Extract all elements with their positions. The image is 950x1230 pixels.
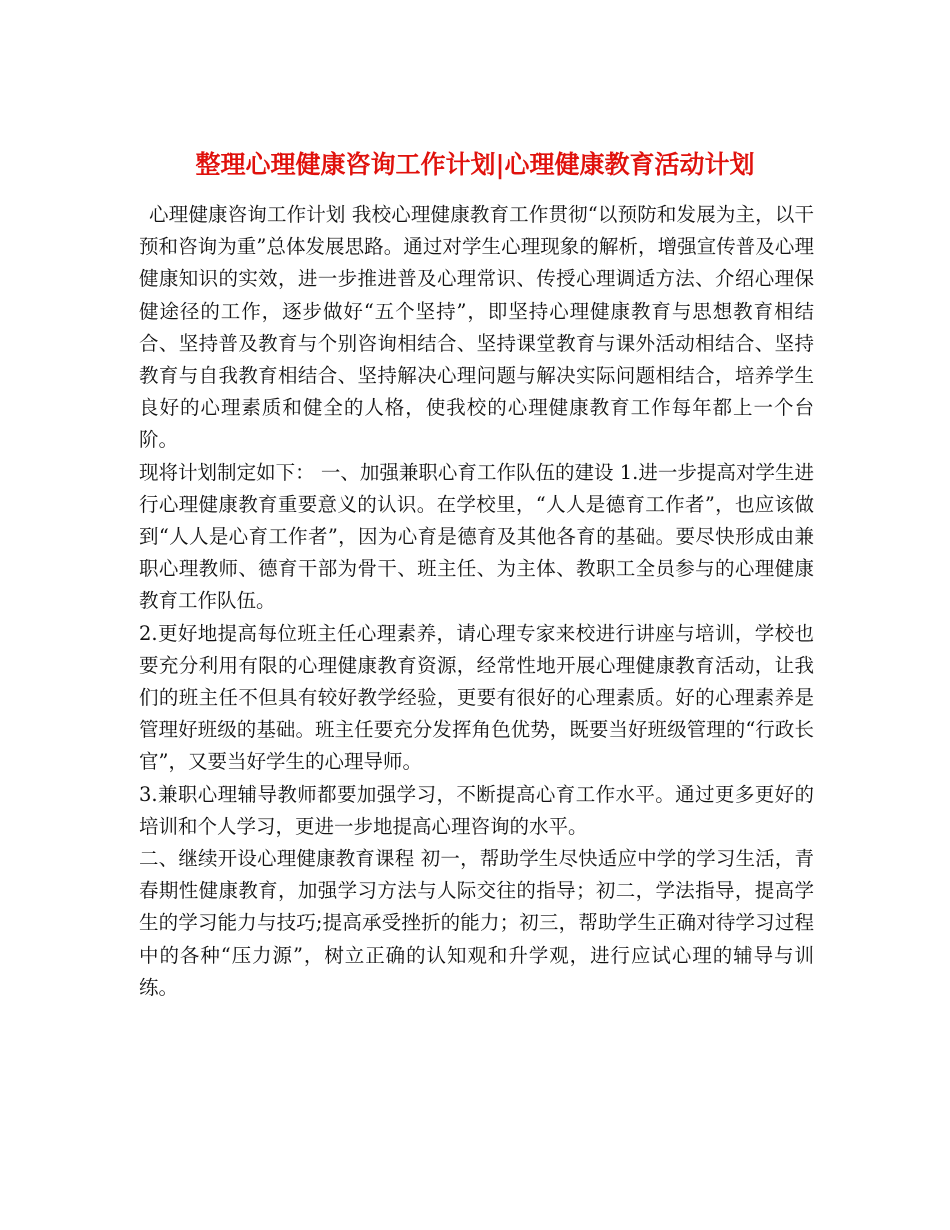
document-title: 整理心理健康咨询工作计划|心理健康教育活动计划 bbox=[195, 149, 755, 179]
paragraph-item-3: 3.兼职心理辅导教师都要加强学习，不断提高心育工作水平。通过更多更好的培训和个人学习，更进一步地提高心理咨询的水平。 bbox=[139, 782, 814, 838]
paragraph-item-2: 2.更好地提高每位班主任心理素养，请心理专家来校进行讲座与培训，学校也要充分利用有限的心理健康教育资源，经常性地开展心理健康教育活动，让我们的班主任不但具有较好教学经验，更要有很好的心理素质。好的心理素养是管理好班级的基础。班主任要充分发挥角色优势，既要当好班级管理的“行政长官”，又要当好学生的心理导师。 bbox=[139, 621, 814, 774]
paragraph-section-2: 二、继续开设心理健康教育课程 初一，帮助学生尽快适应中学的学习生活，青春期性健康教育，加强学习方法与人际交往的指导；初二，学法指导，提高学生的学习能力与技巧;提高承受挫折的能力；初三，帮助学生正确对待学习过程中的各种“压力源”，树立正确的认知观和升学观，进行应试心理的辅导与训练。 bbox=[139, 847, 814, 999]
paragraph-plan-section-1: 现将计划制定如下： 一、加强兼职心育工作队伍的建设 1.进一步提高对学生进行心理健康教育重要意义的认识。在学校里，“人人是德育工作者”，也应该做到“人人是心育工作者”，因为心育是德育及其他各育的基础。要尽快形成由兼职心理教师、德育干部为骨干、班主任、为主体、教职工全员参与的心理健康教育工作队伍。 bbox=[139, 460, 814, 613]
document-body bbox=[139, 199, 814, 1004]
paragraph-intro: 心理健康咨询工作计划 我校心理健康教育工作贯彻“以预防和发展为主，以干预和咨询为重”总体发展思路。通过对学生心理现象的解析，增强宣传普及心理健康知识的实效，进一步推进普及心理常识、传授心理调适方法、介绍心理保健途径的工作，逐步做好“五个坚持”，即坚持心理健康教育与思想教育相结合、坚持普及教育与个别咨询相结合、坚持课堂教育与课外活动相结合、坚持教育与自我教育相结合、坚持解决心理问题与解决实际问题相结合，培养学生良好的心理素质和健全的人格，使我校的心理健康教育工作每年都上一个台阶。 bbox=[139, 203, 814, 452]
